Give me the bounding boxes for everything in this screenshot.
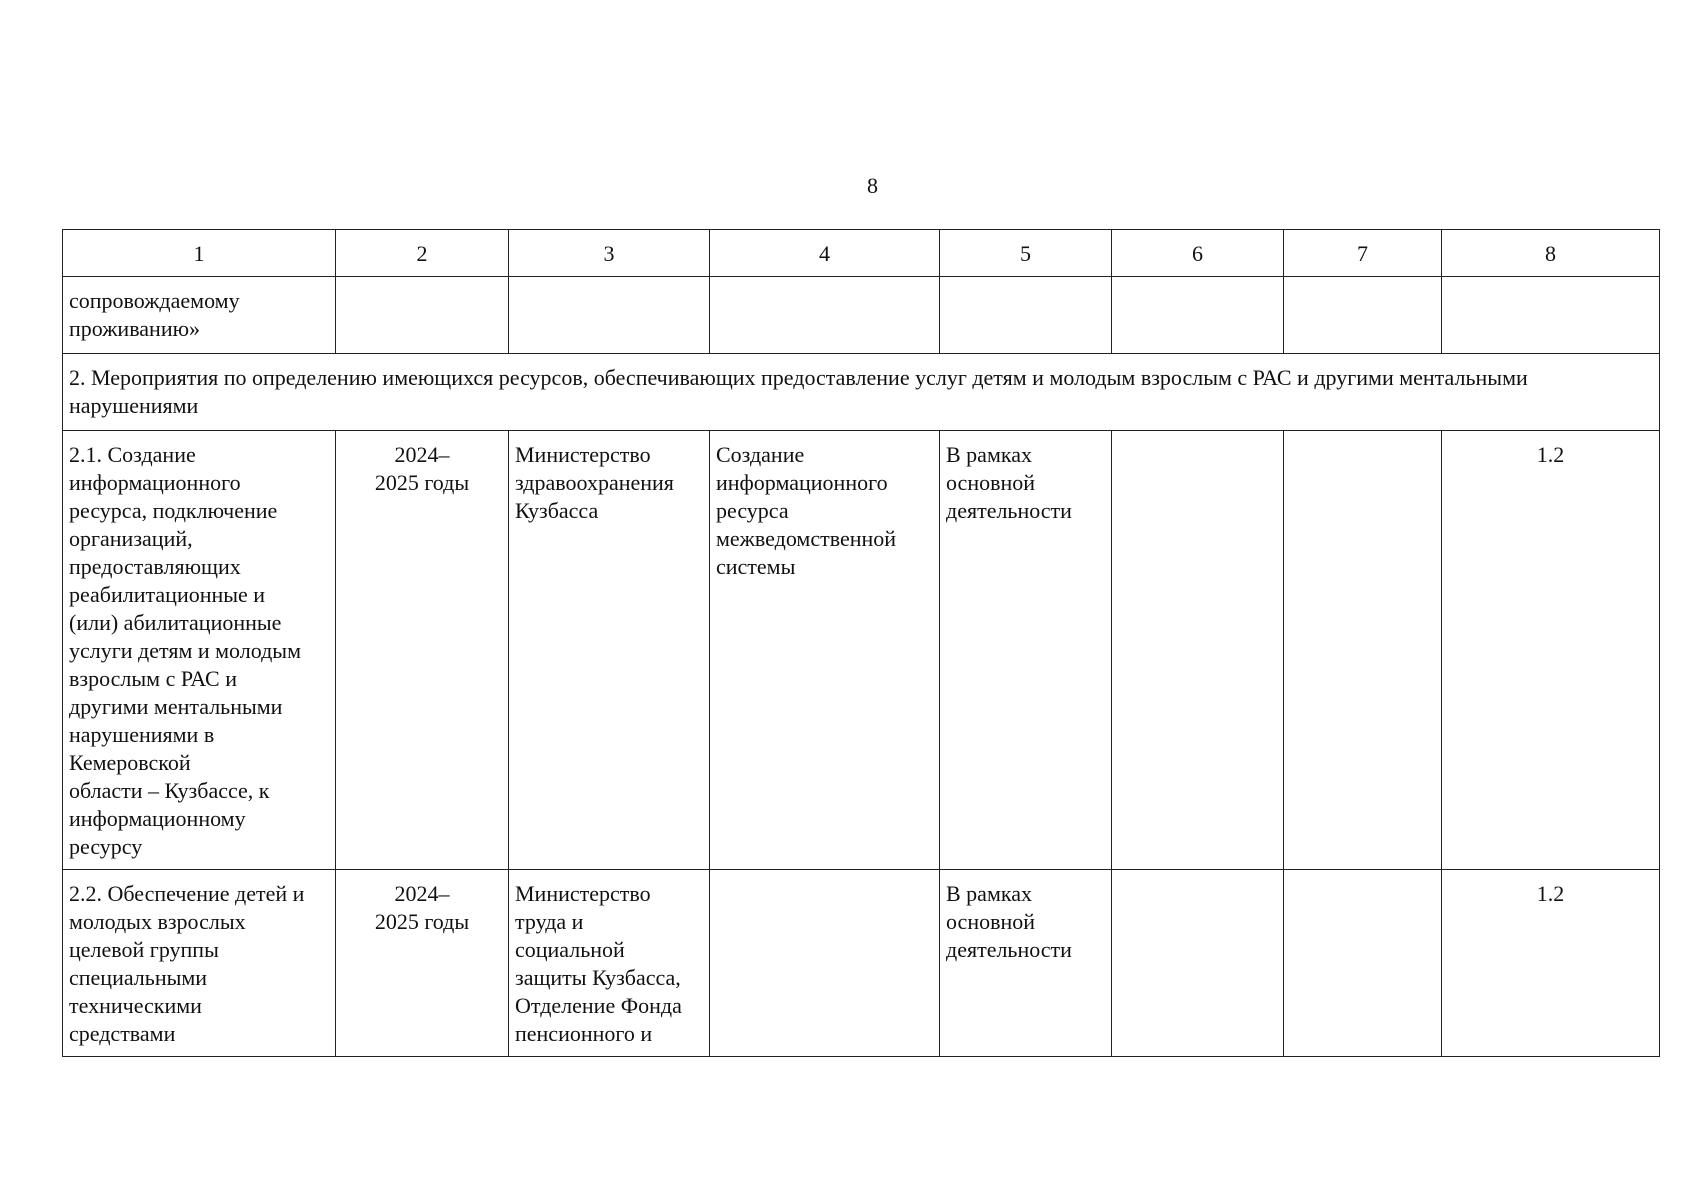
column-number: 7 <box>1284 230 1442 277</box>
table-cell-empty <box>710 277 940 354</box>
table-cell-empty <box>1284 277 1442 354</box>
table-cell-empty <box>1442 277 1660 354</box>
result-cell: Создание информационного ресурса межведомственной системы <box>710 431 940 870</box>
funding-cell: В рамках основной деятельности <box>940 431 1112 870</box>
table-row <box>63 431 1660 870</box>
table-cell-empty <box>509 277 710 354</box>
funding-cell: В рамках основной деятельности <box>940 870 1112 1057</box>
table-cell-name: сопровождаемому проживанию» <box>63 277 336 354</box>
measures-table <box>62 229 1660 1057</box>
measure-name-cell: 2.2. Обеспечение детей и молодых взрослых целевой группы специальными техническими средствами <box>63 870 336 1057</box>
indicator-cell: 1.2 <box>1442 431 1660 870</box>
responsible-cell: Министерство труда и социальной защиты Кузбасса, Отделение Фонда пенсионного и <box>509 870 710 1057</box>
result-cell <box>710 870 940 1057</box>
column-number: 5 <box>940 230 1112 277</box>
column-number: 6 <box>1112 230 1284 277</box>
section-heading: 2. Мероприятия по определению имеющихся ресурсов, обеспечивающих предоставление услуг детям и молодым взрослым с РАС и другими ментальными нарушениями <box>63 354 1660 431</box>
table-cell-empty <box>336 277 509 354</box>
table-cell-empty <box>1284 431 1442 870</box>
section-heading-row <box>63 354 1660 431</box>
deadline-cell: 2024– 2025 годы <box>336 431 509 870</box>
measure-name-cell: 2.1. Создание информационного ресурса, подключение организаций, предоставляющих реабилитационные и (или) абилитационные услуги детям и молодым взрослым с РАС и другими ментальными нарушениями в Кемеровской области – Кузбассе, к информационному ресурсу <box>63 431 336 870</box>
table-row-continuation <box>63 277 1660 354</box>
table-cell-empty <box>1112 277 1284 354</box>
table-cell-empty <box>1112 870 1284 1057</box>
column-number: 4 <box>710 230 940 277</box>
responsible-cell: Министерство здравоохранения Кузбасса <box>509 431 710 870</box>
table-cell-empty <box>940 277 1112 354</box>
column-number: 1 <box>63 230 336 277</box>
page-number: 8 <box>867 173 878 198</box>
column-number: 3 <box>509 230 710 277</box>
column-number: 2 <box>336 230 509 277</box>
column-number-row <box>63 230 1660 277</box>
table-cell-empty <box>1284 870 1442 1057</box>
table-row <box>63 870 1660 1057</box>
table-cell-empty <box>1112 431 1284 870</box>
column-number: 8 <box>1442 230 1660 277</box>
indicator-cell: 1.2 <box>1442 870 1660 1057</box>
deadline-cell: 2024– 2025 годы <box>336 870 509 1057</box>
